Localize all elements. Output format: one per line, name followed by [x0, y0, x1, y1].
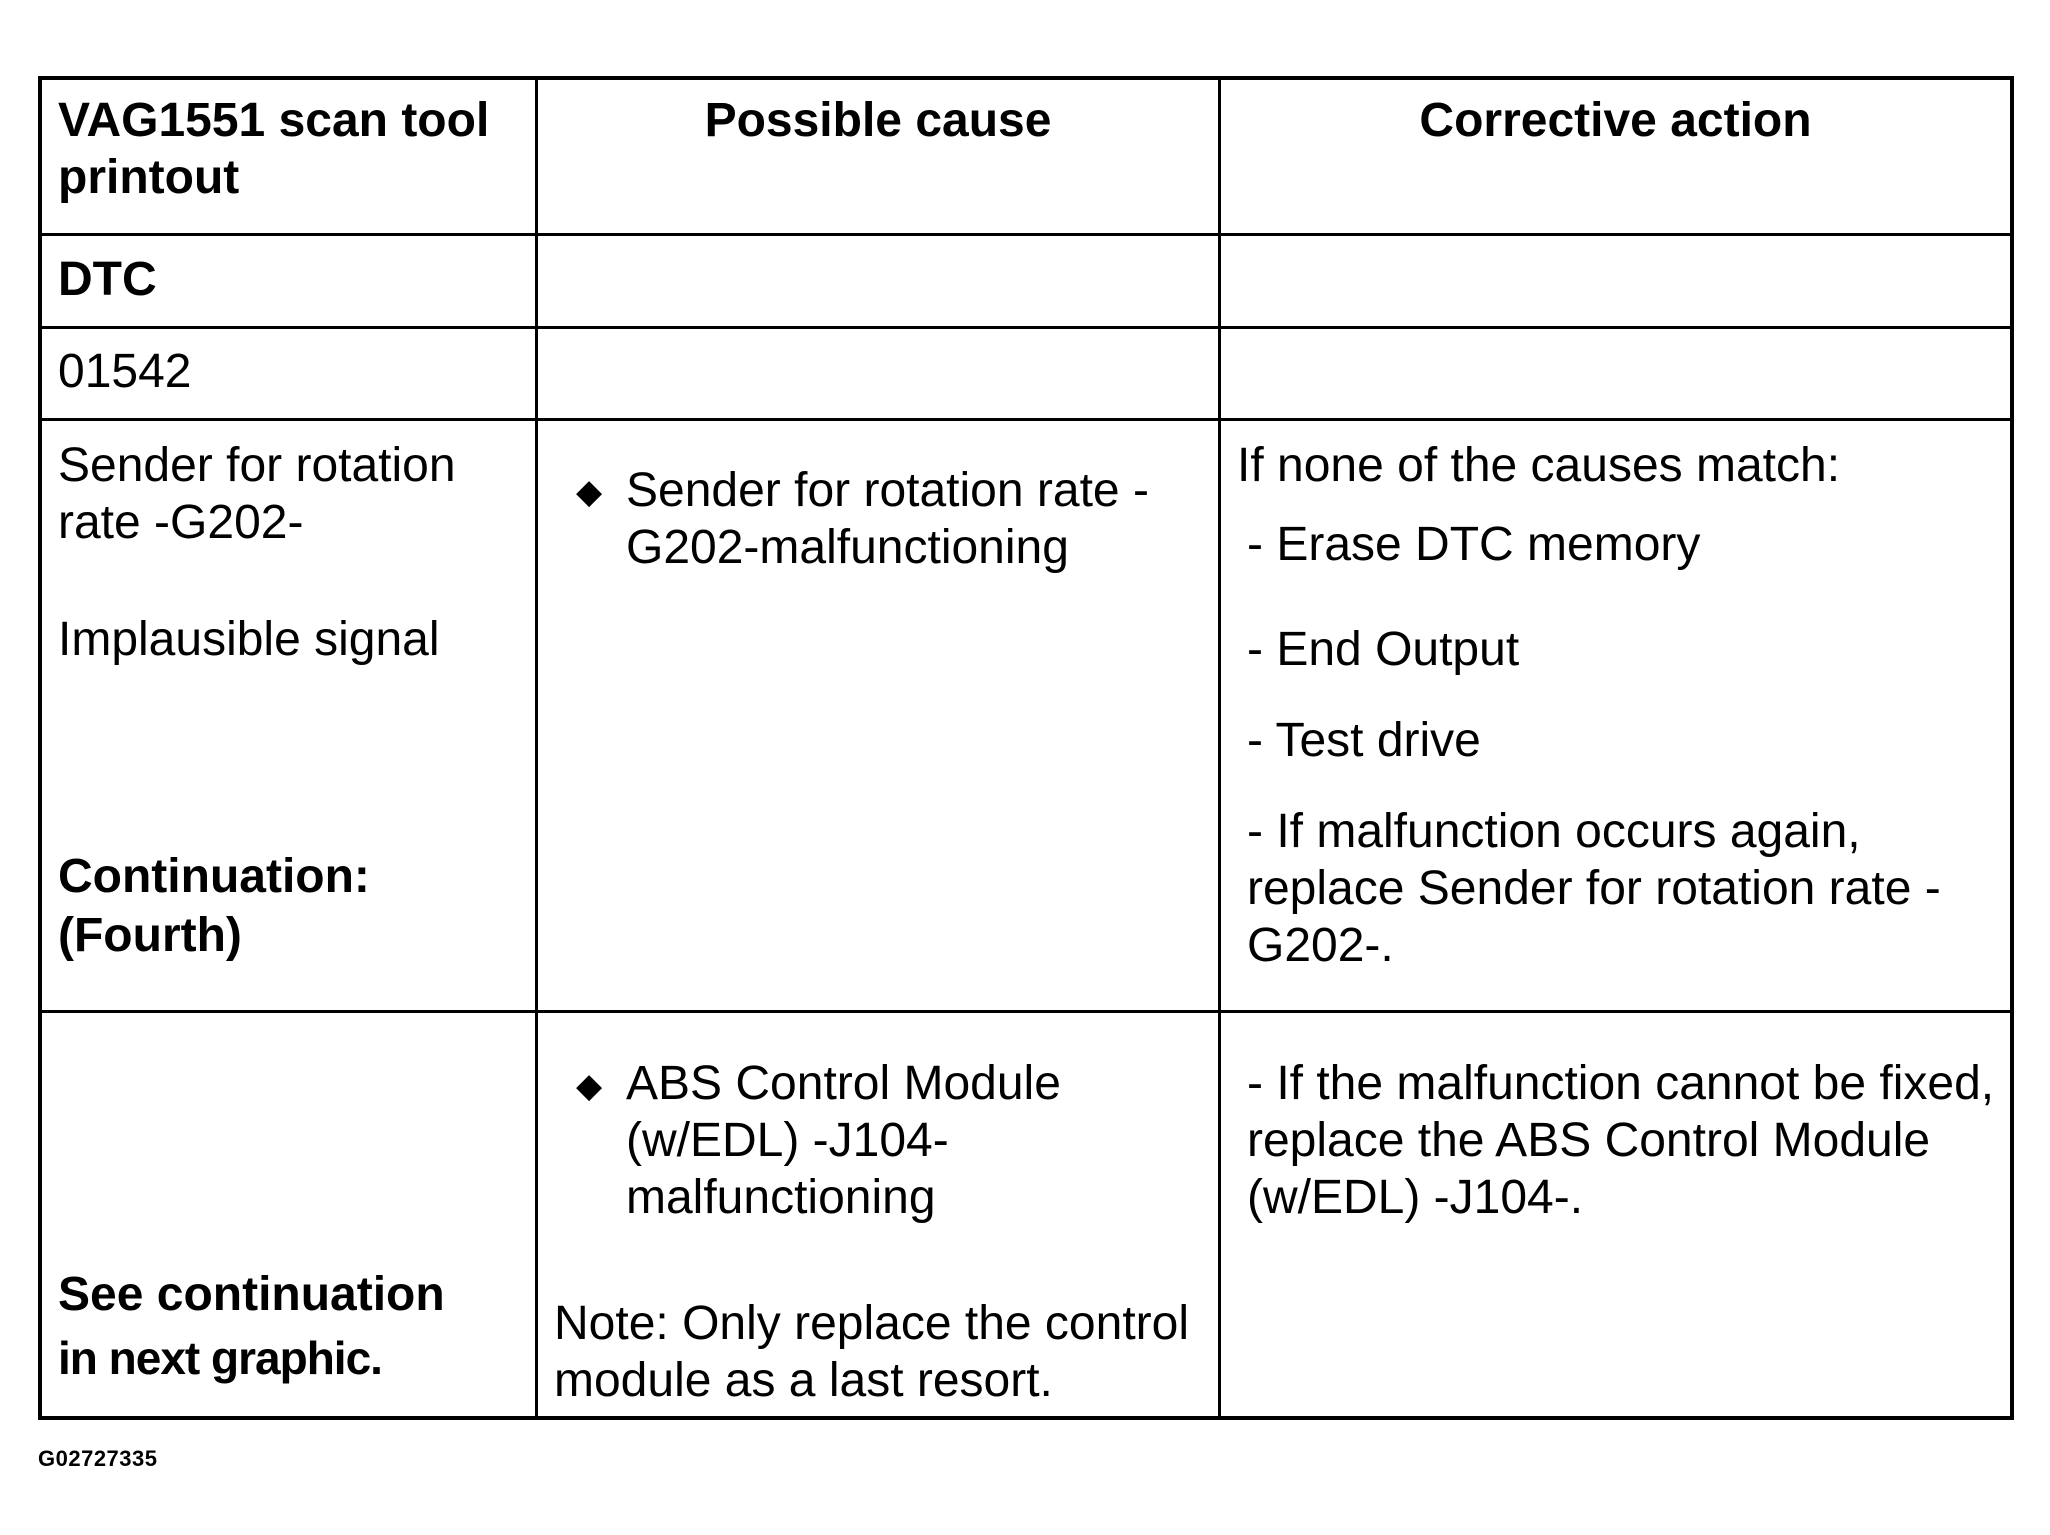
row2-cause: ABS Control Module (w/EDL) -J104-malfunctioning — [626, 1057, 1061, 1224]
dtc-code: 01542 — [58, 345, 192, 398]
row1-cause: Sender for rotation rate -G202-malfunctioning — [626, 464, 1149, 574]
header-action: Corrective action — [1419, 94, 1812, 147]
dtc-code-empty-cell-cause — [538, 329, 1221, 421]
row1-signal: Implausible signal — [58, 613, 440, 666]
header-cell-cause — [538, 80, 1221, 236]
row2-cause-cell — [538, 1013, 1221, 1416]
header-cell-printout — [42, 80, 538, 236]
diamond-bullet-icon: ◆ — [576, 473, 603, 511]
row1-action-step-replace: - If malfunction occurs again, replace Sender for rotation rate -G202-. — [1247, 805, 1941, 972]
header-cell-action — [1221, 80, 2010, 236]
dtc-empty-cell-cause — [538, 236, 1221, 329]
row2-see-continuation: See continuation — [58, 1268, 445, 1321]
header-printout: VAG1551 scan tool printout — [58, 94, 490, 204]
diagnostic-table — [38, 76, 2014, 1420]
row1-action-step-erase: - Erase DTC memory — [1247, 518, 1701, 571]
row1-action-step-end-output: - End Output — [1247, 623, 1520, 676]
row1-sender-title: Sender for rotation rate -G202- — [58, 439, 456, 549]
row1-action-intro: If none of the causes match: — [1237, 439, 1841, 492]
row2-note: Note: Only replace the control module as a last resort. — [554, 1297, 1189, 1407]
row2-printout-cell — [42, 1013, 538, 1416]
row1-continuation-order: (Fourth) — [58, 909, 242, 962]
dtc-label-cell — [42, 236, 538, 329]
row2-action: - If the malfunction cannot be fixed, replace the ABS Control Module (w/EDL) -J104-. — [1247, 1057, 1995, 1224]
row1-continuation-label: Continuation: — [58, 850, 370, 903]
row1-action-cell — [1221, 421, 2010, 1013]
diamond-bullet-icon: ◆ — [576, 1067, 603, 1105]
row1-printout-cell — [42, 421, 538, 1013]
dtc-label: DTC — [58, 253, 157, 306]
row2-action-cell — [1221, 1013, 2010, 1416]
row2-next-graphic: in next graphic. — [58, 1332, 382, 1384]
dtc-code-cell — [42, 329, 538, 421]
row1-cause-cell — [538, 421, 1221, 1013]
figure-code: G02727335 — [38, 1446, 158, 1471]
dtc-empty-cell-action — [1221, 236, 2010, 329]
dtc-code-empty-cell-action — [1221, 329, 2010, 421]
header-cause: Possible cause — [704, 94, 1052, 147]
row1-action-step-test-drive: - Test drive — [1247, 714, 1481, 767]
